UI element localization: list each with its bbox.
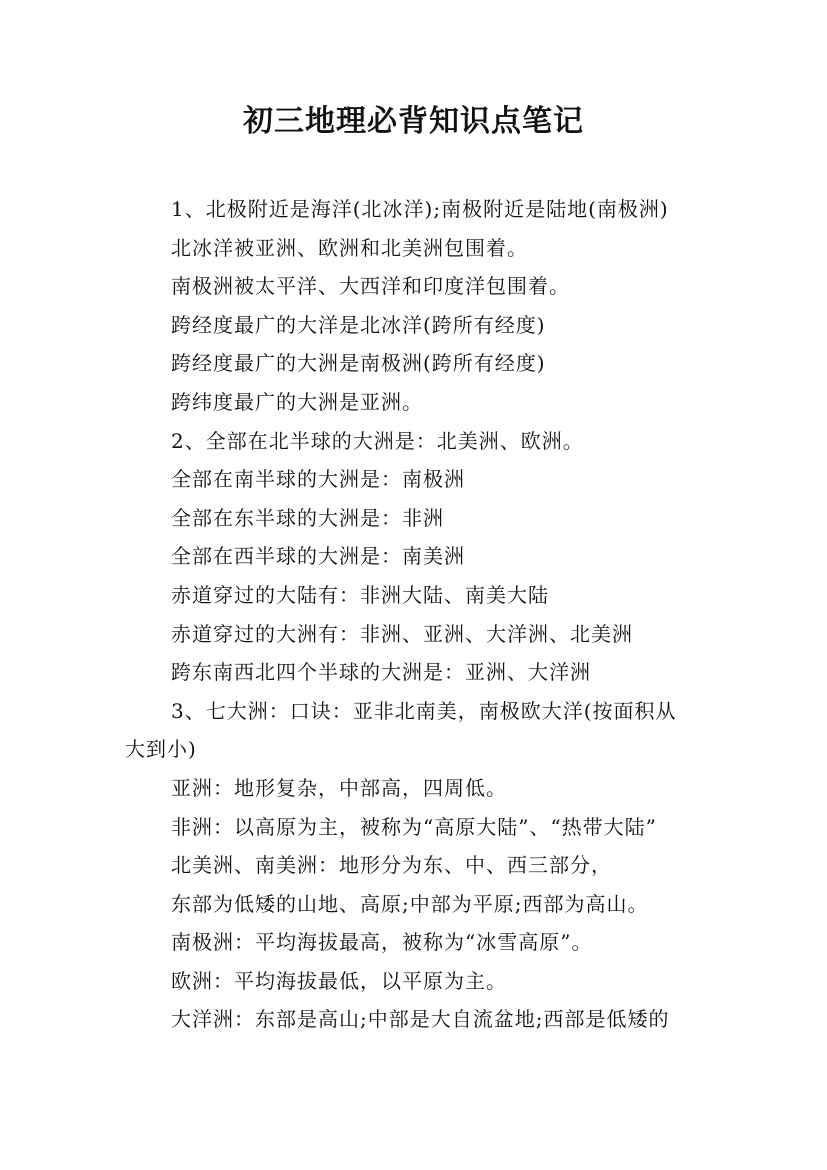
text-line: 北美洲、南美洲：地形分为东、中、西三部分， bbox=[171, 853, 612, 878]
text-line: 欧洲：平均海拔最低，以平原为主。 bbox=[171, 968, 507, 993]
text-line: 跨经度最广的大洋是北冰洋(跨所有经度) bbox=[171, 312, 546, 337]
text-line: 南极洲被太平洋、大西洋和印度洋包围着。 bbox=[171, 274, 570, 299]
text-line: 大洋洲：东部是高山;中部是大自流盆地;西部是低矮的 bbox=[171, 1007, 670, 1032]
document-title: 初三地理必背知识点笔记 bbox=[243, 104, 584, 139]
text-line: 跨经度最广的大洲是南极洲(跨所有经度) bbox=[171, 351, 546, 376]
text-line: 东部为低矮的山地、高原;中部为平原;西部为高山。 bbox=[171, 891, 649, 916]
text-line: 赤道穿过的大洲有：非洲、亚洲、大洋洲、北美洲 bbox=[171, 621, 633, 646]
text-line: 全部在西半球的大洲是：南美洲 bbox=[171, 544, 465, 569]
text-line: 跨东南西北四个半球的大洲是：亚洲、大洋洲 bbox=[171, 660, 591, 685]
text-line: 非洲：以高原为主，被称为“高原大陆”、“热带大陆” bbox=[171, 814, 657, 839]
text-line: 全部在南半球的大洲是：南极洲 bbox=[171, 467, 465, 492]
text-line: 大到小) bbox=[125, 737, 197, 762]
text-line: 全部在东半球的大洲是：非洲 bbox=[171, 505, 444, 530]
text-line: 北冰洋被亚洲、欧洲和北美洲包围着。 bbox=[171, 235, 528, 260]
document-body bbox=[125, 190, 725, 1039]
text-line: 1、北极附近是海洋(北冰洋);南极附近是陆地(南极洲) bbox=[171, 197, 669, 221]
text-line: 3、七大洲：口诀：亚非北南美，南极欧大洋(按面积从 bbox=[171, 698, 677, 723]
text-line: 赤道穿过的大陆有：非洲大陆、南美大陆 bbox=[171, 582, 549, 607]
text-line: 亚洲：地形复杂，中部高，四周低。 bbox=[171, 775, 507, 800]
text-line: 南极洲：平均海拔最高，被称为“冰雪高原”。 bbox=[171, 930, 593, 955]
text-line: 2、全部在北半球的大洲是：北美洲、欧洲。 bbox=[171, 428, 584, 453]
text-line: 跨纬度最广的大洲是亚洲。 bbox=[171, 389, 423, 414]
